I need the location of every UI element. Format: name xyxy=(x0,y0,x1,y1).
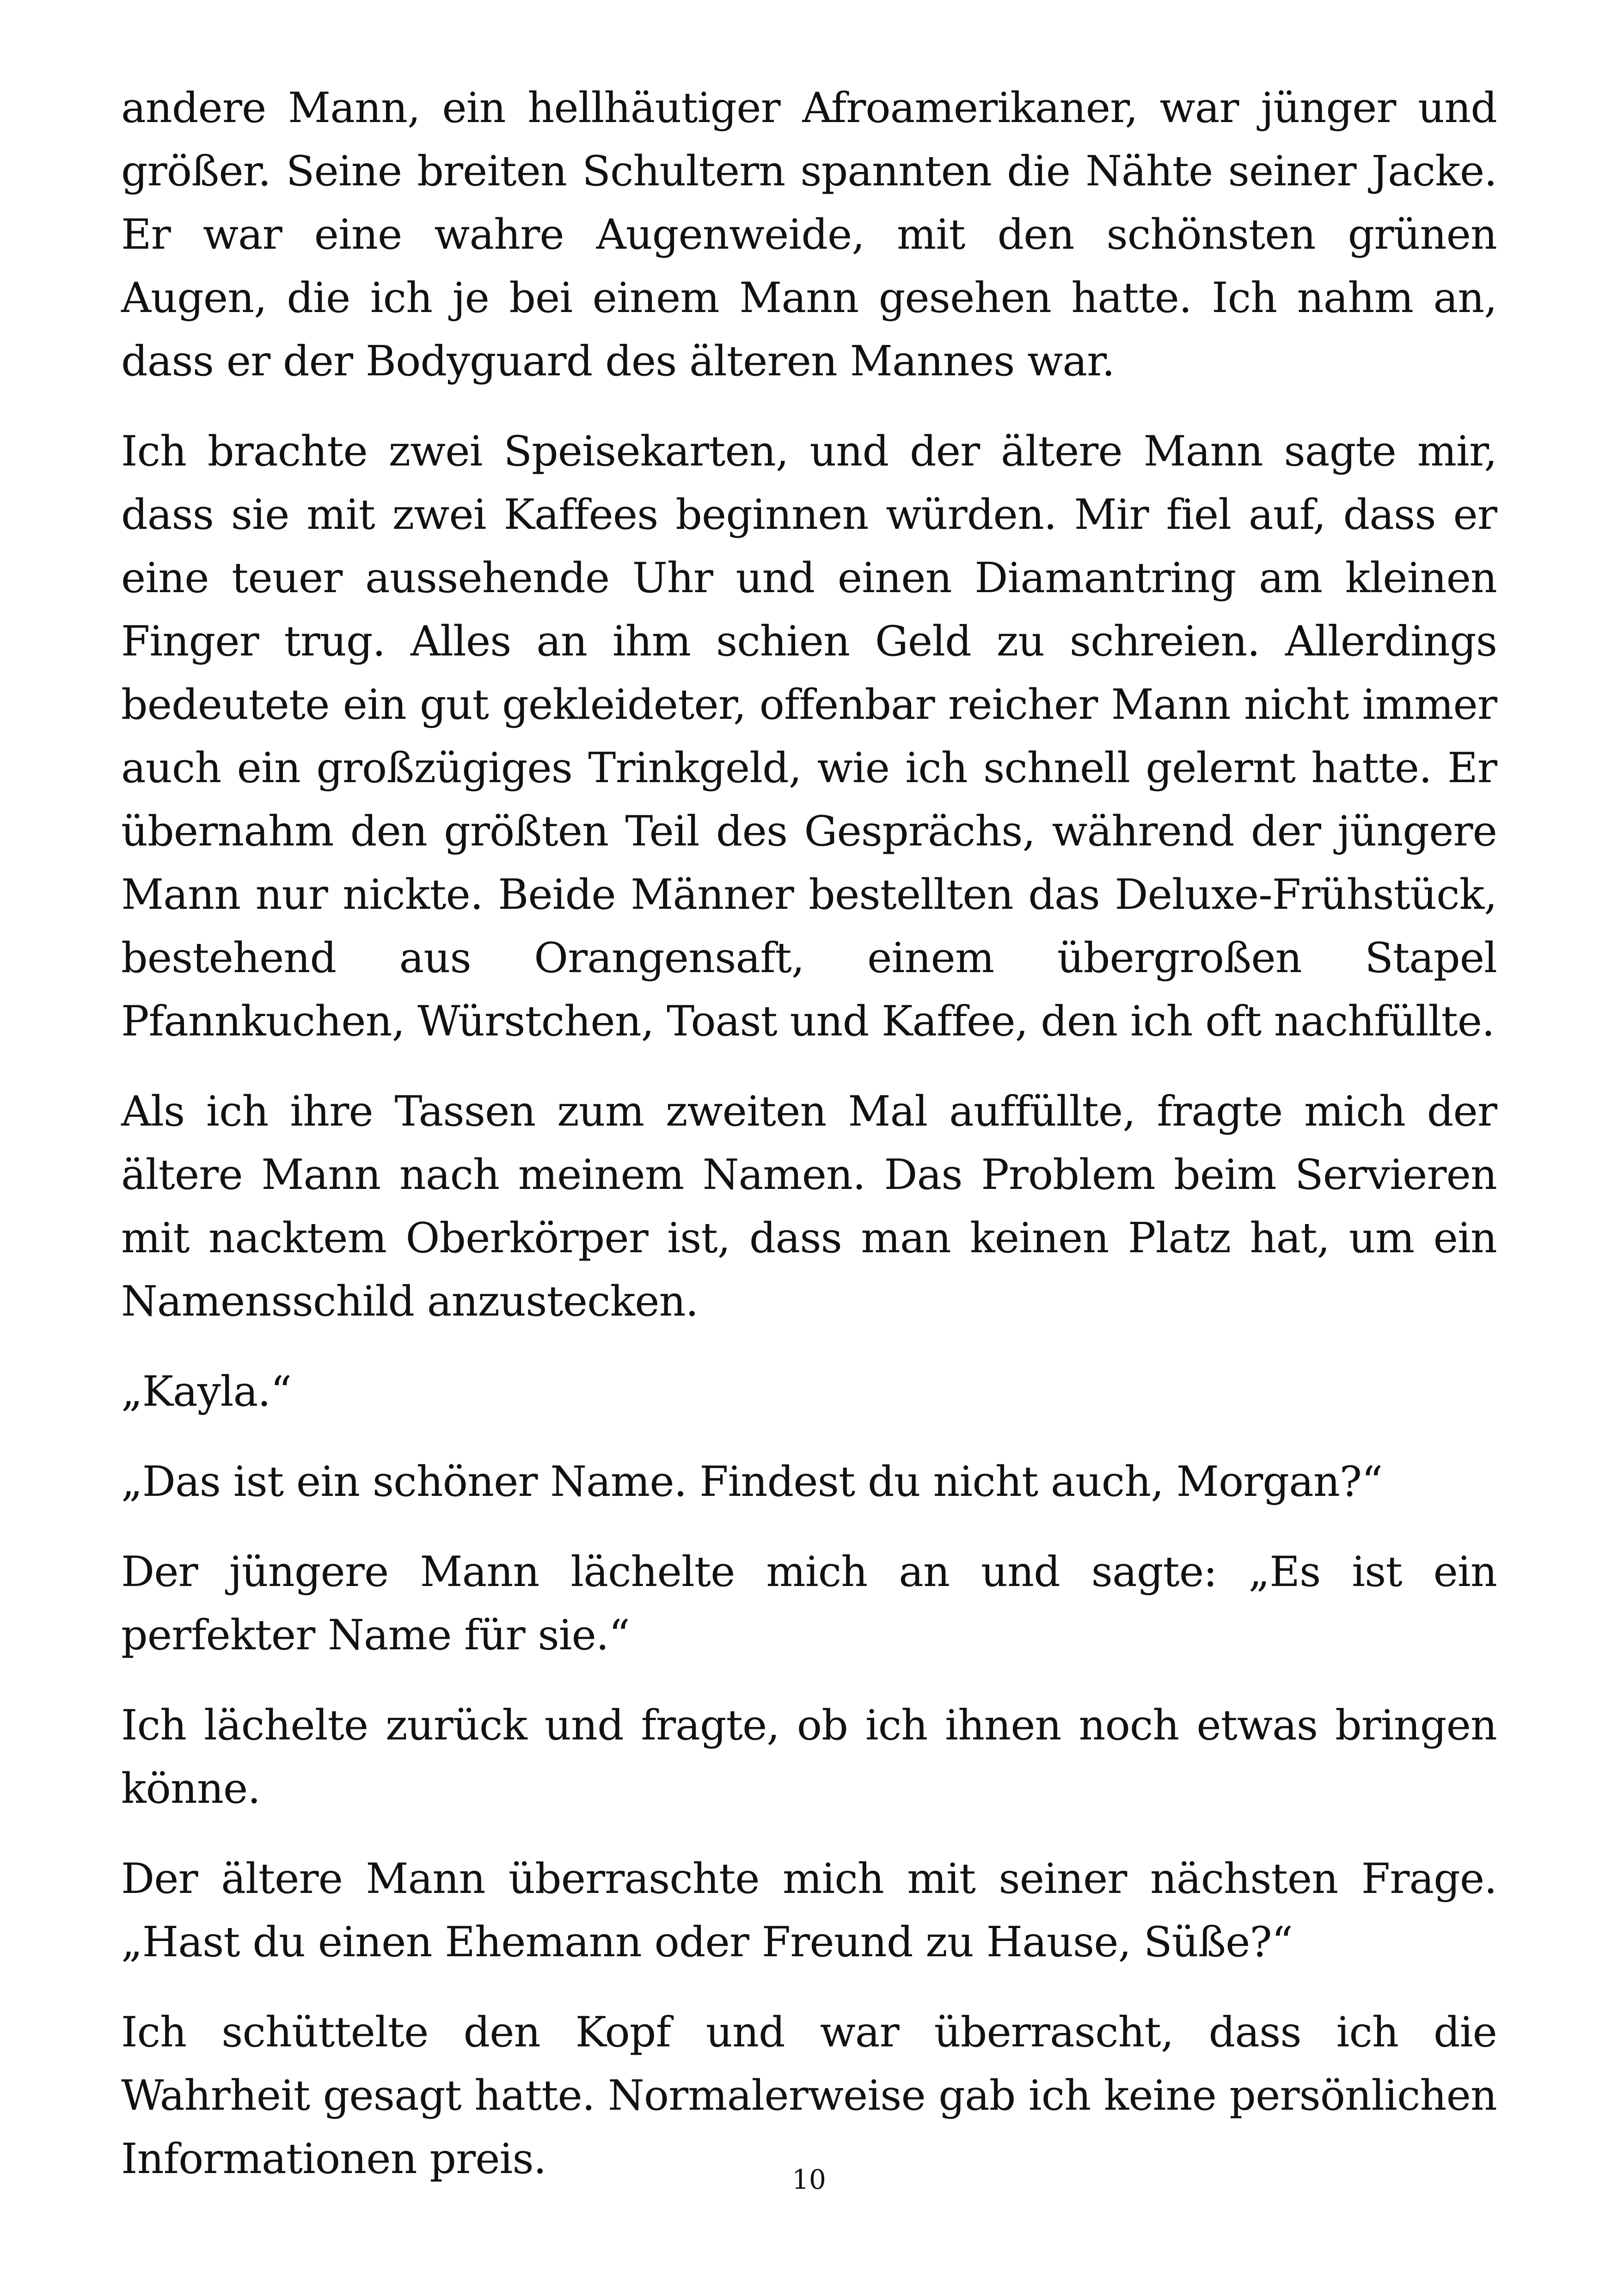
page-number: 10 xyxy=(792,2164,826,2195)
paragraph: andere Mann, ein hellhäutiger Afroamerikaner, war jünger und größer. Seine breiten Schultern spannten die Nähte seiner Jacke. Er war eine wahre Augenweide, mit den schönsten grünen Augen, die ich je bei einem Mann gesehen hatte. Ich nahm an, dass er der Bodyguard des älteren Mannes war. xyxy=(121,84,1497,386)
paragraph: Der jüngere Mann lächelte mich an und sagte: „Es ist ein perfekter Name für sie.“ xyxy=(121,1548,1497,1659)
paragraph: „Das ist ein schöner Name. Findest du nicht auch, Morgan?“ xyxy=(121,1457,1383,1506)
paragraph: Ich lächelte zurück und fragte, ob ich ihnen noch etwas bringen könne. xyxy=(121,1701,1497,1813)
paragraph: Ich brachte zwei Speisekarten, und der ältere Mann sagte mir, dass sie mit zwei Kaffees beginnen würden. Mir fiel auf, dass er eine teuer aussehende Uhr und einen Diamantring am kleinen Finger trug. Alles an ihm schien Geld zu schreien. Allerdings bedeutete ein gut gekleideter, offenbar reicher Mann nicht immer auch ein großzügiges Trinkgeld, wie ich schnell gelernt hatte. Er übernahm den größten Teil des Gesprächs, während der jüngere Mann nur nickte. Beide Männer bestellten das Deluxe-Frühstück, bestehend aus Orangensaft, einem übergroßen Stapel Pfannkuchen, Würstchen, Toast und Kaffee, den ich oft nachfüllte. xyxy=(121,427,1497,1046)
paragraph: Als ich ihre Tassen zum zweiten Mal auffüllte, fragte mich der ältere Mann nach meinem Namen. Das Problem beim Servieren mit nacktem Oberkörper ist, dass man keinen Platz hat, um ein Namensschild anzustecken. xyxy=(121,1087,1497,1326)
paragraph: Der ältere Mann überraschte mich mit seiner nächsten Frage. „Hast du einen Ehemann oder Freund zu Hause, Süße?“ xyxy=(121,1855,1497,1966)
page-body xyxy=(121,76,1497,2217)
paragraph: Ich schüttelte den Kopf und war überrascht, dass ich die Wahrheit gesagt hatte. Normalerweise gab ich keine persönlichen Informationen preis. xyxy=(121,2008,1497,2183)
paragraph: „Kayla.“ xyxy=(121,1367,292,1416)
